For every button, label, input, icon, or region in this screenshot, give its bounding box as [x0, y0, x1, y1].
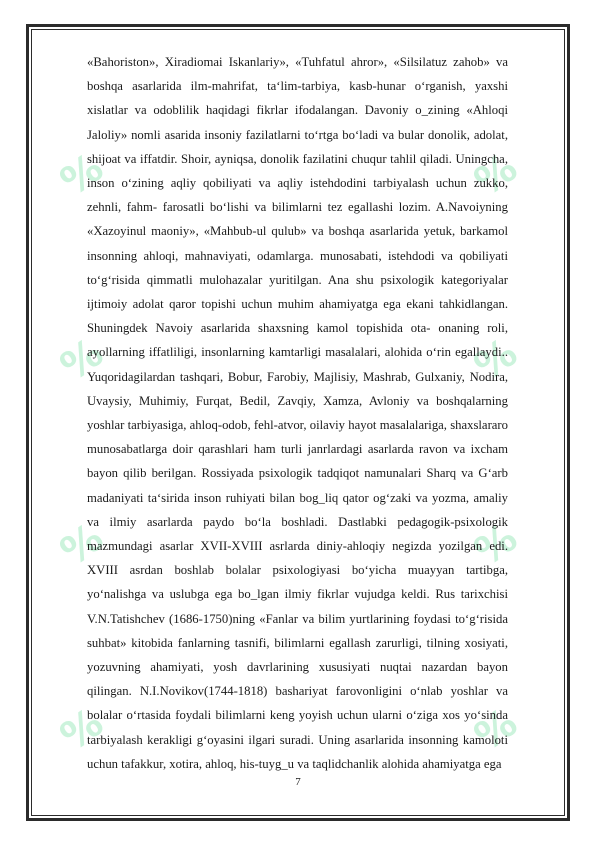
watermark-percent-icon: % [52, 144, 112, 206]
body-paragraph: «Bahoriston», Xiradiomai Iskanlariy», «Tuhfatul ahror», «Silsilatuz zahob» va boshqa asarlarida ilm-mahrifat, taʻlim-tarbiya, kasb-hunar oʻrganish, yaxshi xislatlar va odoblilik haqidagi fikrlar ifodalangan. Davoniy o_zining «Ahloqi Jaloliy» nomli asarida insoniy fazilatlarni toʻrtga boʻladi va bular donolik, adolat, shijoat va iffatdir. Shoir, ayniqsa, donolik fazilatini chuqur tahlil qiladi. Uningcha, inson oʻzining aqliy qobiliyati va aqliy istehdodini tarbiyalash uchun zukko, zehnli, fahm- farosatli boʻlishi va bilimlarni tez egallashi lozim. A.Navoiyning «Xazoyinul maoniy», «Mahbub-ul qulub» va boshqa asarlarida yetuk, barkamol insonning ahloqi, mahnaviyati, odamlarga. munosabati, istehdodi va qobiliyati toʻgʻrisida qimmatli mulohazalar yuritilgan. Ana shu psixologik kategoriyalar ijtimoiy adolat qaror topishi uchun muhim ahamiyatga ega ekani tahkidlangan. Shuningdek Navoiy asarlarida shaxsning kamol topishida ota- onaning roli, ayollarning iffatliligi, insonlarning kamtarligi masalalari, alohida oʻrin egallaydi.. Yuqoridagilardan tashqari, Bobur, Farobiy, Majlisiy, Mashrab, Gulxaniy, Nodira, Uvaysiy, Muhimiy, Furqat, Bedil, Zavqiy, Xamza, Avloniy va boshqalarning yoshlar tarbiyasiga, ahloq-odob, fehl-atvor, oilaviy hayot masalalariga, shaxslararo munosabatlarga doir qarashlari ham turli janrlardagi asarlarda ravon va ixcham bayon qilib berilgan. Rossiyada psixologik tadqiqot namunalari Sharq va Gʻarb madaniyati taʻsirida inson ruhiyati bilan bog_liq qator ogʻzaki va yozma, amaliy va ilmiy asarlarda paydo boʻla boshladi. Dastlabki pedagogik-psixologik mazmundagi asarlar XVII-XVIII asrlarda diniy-ahloqiy negizda yozilgan edi. XVIII asrdan boshlab bolalar psixologiyasi boʻyicha muayyan tartibga, yoʻnalishga va uslubga ega bo_lgan ilmiy fikrlar vujudga keldi. Rus tarixchisi V.N.Tatishchev (1686-1750)ning «Fanlar va bilim yurtlarining foydasi toʻgʻrisida suhbat» kitobida fanlarning tasnifi, bilimlarni egallash zarurligi, tilning xosiyati, yozuvning ahamiyati, yosh davrlarining xususiyati nuqtai nazardan bayon qilingan. N.I.Novikov(1744-1818) bashariyat farovonligini oʻnlab yoshlar va bolalar oʻrtasida foydali bilimlarni keng yoyish uchun ularni oʻziga xos yoʻsinda tarbiyalash kerakligi gʻoyasini ilgari suradi. Uning asarlarida insonning kamoloti uchun tafakkur, xotira, ahloq, his-tuyg_u va taqlidchanlik alohida ahamiyatga ega [87, 55, 508, 771]
watermark-percent-icon: % [466, 329, 526, 391]
watermark-percent-icon: % [466, 144, 526, 206]
watermark-percent-icon: % [466, 699, 526, 761]
page-number: 7 [295, 776, 301, 788]
page-content [87, 50, 508, 776]
watermark-percent-icon: % [52, 514, 112, 576]
watermark-percent-icon: % [52, 699, 112, 761]
watermark-percent-icon: % [52, 329, 112, 391]
watermark-percent-icon: % [466, 514, 526, 576]
